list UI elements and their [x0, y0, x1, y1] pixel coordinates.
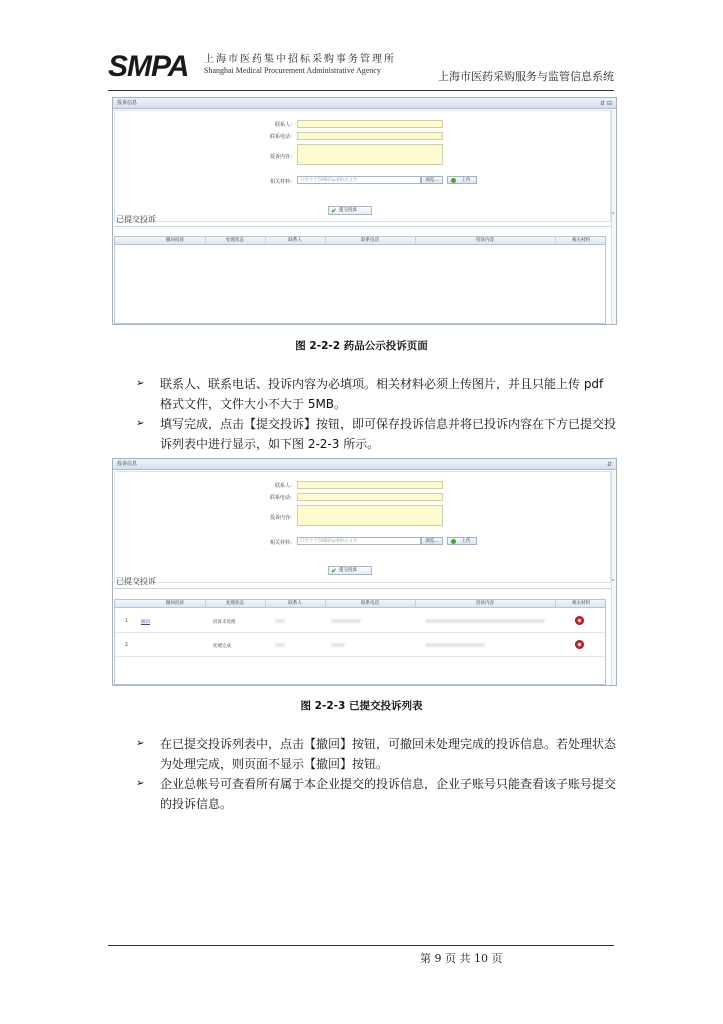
col-phone: 联系电话	[361, 238, 379, 243]
bullet-item: ➢ 在已提交投诉列表中，点击【撤回】按钮，可撤回未处理完成的投诉信息。若处理状态为处理完成，则页面不显示【撤回】按钮。	[138, 734, 618, 774]
upload-button[interactable]: 上传	[447, 537, 477, 545]
page-header	[108, 44, 614, 90]
phone-redacted	[331, 643, 345, 647]
withdraw-link[interactable]: 撤回	[141, 620, 150, 625]
page-number: 第 9 页 共 10 页	[420, 952, 503, 965]
pdf-file-icon[interactable]	[575, 640, 584, 649]
org-name-en: Shanghai Medical Procurement Administrative Agency	[204, 66, 381, 75]
grid-header	[115, 600, 605, 608]
footer-divider	[108, 945, 614, 946]
phone-input[interactable]	[297, 493, 443, 501]
file-path-input[interactable]: 只传小于5MB的pdf格式文件	[297, 537, 421, 545]
check-icon: ✔	[331, 567, 337, 575]
material-label: 相关材料：	[269, 179, 295, 185]
col-contact: 联系人	[288, 238, 302, 243]
upload-icon	[451, 178, 456, 183]
submitted-section-title: 已提交投诉	[116, 577, 156, 586]
col-withdraw: 撤回投诉	[166, 601, 184, 606]
row-number: 1	[125, 619, 128, 624]
phone-label: 联系电话：	[269, 134, 295, 140]
status-cell: 投诉未处理	[213, 620, 236, 625]
arrow-bullet-icon: ➢	[136, 778, 145, 789]
content-label: 投诉内容：	[269, 515, 295, 521]
col-content: 投诉内容	[476, 601, 494, 606]
content-label: 投诉内容：	[269, 154, 295, 160]
section-divider	[114, 226, 611, 227]
section-divider	[114, 588, 611, 589]
contact-label: 联系人：	[274, 483, 295, 489]
panel-tools-icon[interactable]: ⇵ ⊟	[600, 100, 612, 107]
browse-button[interactable]: 浏览...	[421, 176, 443, 184]
phone-redacted	[331, 619, 361, 623]
system-title: 上海市医药采购服务与监管信息系统	[438, 70, 614, 83]
file-path-input[interactable]: 只传小于5MB的pdf格式文件	[297, 176, 421, 184]
panel-title-bar	[113, 459, 616, 470]
col-withdraw: 撤回投诉	[166, 238, 184, 243]
panel-title: 投诉信息	[117, 461, 138, 467]
arrow-bullet-icon: ➢	[136, 738, 145, 749]
submitted-list-screenshot	[112, 458, 617, 686]
scroll-arrow-icon[interactable]: ▸	[612, 577, 615, 582]
submit-complaint-button[interactable]: ✔ 提交投诉	[328, 566, 372, 575]
col-contact: 联系人	[288, 601, 302, 606]
figure-caption-2: 图 2-2-3 已提交投诉列表	[300, 700, 423, 712]
col-phone: 联系电话	[361, 601, 379, 606]
submitted-section-title: 已提交投诉	[116, 215, 156, 224]
table-row	[115, 633, 605, 657]
submit-complaint-button[interactable]: ✔ 提交投诉	[328, 206, 372, 215]
grid-header	[115, 237, 605, 245]
arrow-bullet-icon: ➢	[136, 378, 145, 389]
scrollbar[interactable]	[611, 471, 616, 685]
contact-redacted	[275, 619, 285, 623]
arrow-bullet-icon: ➢	[136, 418, 145, 429]
contact-label: 联系人：	[274, 122, 295, 128]
col-content: 投诉内容	[476, 238, 494, 243]
figure-caption-1: 图 2-2-2 药品公示投诉页面	[295, 340, 428, 352]
smpa-logo: SMPA	[108, 50, 189, 83]
browse-button[interactable]: 浏览...	[421, 537, 443, 545]
content-redacted	[425, 619, 545, 623]
submitted-grid	[114, 599, 606, 685]
scroll-arrow-icon[interactable]: ▸	[612, 210, 615, 215]
upload-icon	[451, 539, 456, 544]
panel-tools-icon[interactable]: ⇵	[606, 461, 612, 468]
panel-title: 投诉信息	[117, 100, 138, 106]
complaint-page-screenshot	[112, 97, 617, 325]
status-cell: 处理完成	[213, 644, 231, 649]
content-redacted	[425, 643, 485, 647]
phone-input[interactable]	[297, 132, 443, 140]
content-textarea[interactable]	[297, 144, 443, 165]
col-material: 相关材料	[572, 238, 590, 243]
bullet-item: ➢ 填写完成，点击【提交投诉】按钮，即可保存投诉信息并将已投诉内容在下方已提交投诉列表中进行显示，如下图 2-2-3 所示。	[138, 414, 618, 454]
content-textarea[interactable]	[297, 505, 443, 526]
phone-label: 联系电话：	[269, 495, 295, 501]
check-icon: ✔	[331, 207, 337, 215]
contact-input[interactable]	[297, 120, 443, 128]
row-number: 2	[125, 643, 128, 648]
org-name-cn: 上海市医药集中招标采购事务管理所	[204, 54, 396, 65]
scrollbar[interactable]	[611, 110, 616, 324]
header-divider	[108, 90, 614, 91]
bullet-item: ➢ 企业总帐号可查看所有属于本企业提交的投诉信息，企业子账号只能查看该子账号提交的投诉信息。	[138, 774, 618, 814]
col-status: 处理状态	[226, 601, 244, 606]
col-status: 处理状态	[226, 238, 244, 243]
panel-title-bar	[113, 98, 616, 109]
contact-input[interactable]	[297, 481, 443, 489]
submitted-grid	[114, 236, 606, 324]
col-material: 相关材料	[572, 601, 590, 606]
contact-redacted	[275, 643, 285, 647]
upload-button[interactable]: 上传	[447, 176, 477, 184]
pdf-file-icon[interactable]	[575, 616, 584, 625]
material-label: 相关材料：	[269, 540, 295, 546]
table-row	[115, 609, 605, 633]
bullet-item: ➢ 联系人、联系电话、投诉内容为必填项。相关材料必须上传图片，并且只能上传 pdf 格式文件，文件大小不大于 5MB。	[138, 374, 618, 414]
